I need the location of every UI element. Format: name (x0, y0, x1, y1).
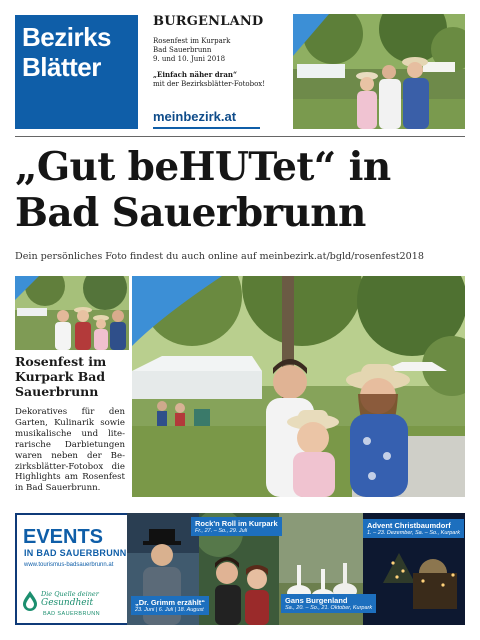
event-title: „Dr. Grimm erzählt“ (135, 598, 206, 607)
tourism-logo-icon (22, 591, 38, 611)
event-location: Bad Sauerbrunn (153, 46, 212, 54)
brand-tagline-1: Die Quelle deiner (41, 590, 99, 598)
events-info-box (17, 515, 127, 623)
bezirksblaetter-logo[interactable] (15, 15, 138, 129)
event-title: Rock'n Roll im Kurpark (195, 519, 278, 528)
region-label: BURGENLAND (153, 14, 264, 29)
event-name: Rosenfest im Kurpark (153, 37, 231, 45)
event-dates: Fr., 27. – So., 29. Juli (195, 528, 248, 534)
top-family-photo (293, 14, 465, 129)
event-dates: 9. und 10. Juni 2018 (153, 55, 226, 63)
event-tag-advent[interactable] (363, 519, 464, 538)
events-url[interactable]: www.tourismus-badsauerbrunn.at (24, 562, 114, 568)
teaser-text: mit der Bezirksblätter-Fotobox! (153, 80, 266, 88)
photo-online-note: Dein persönliches Foto findest du auch online auf meinbezirk.at/bgld/rosenfest2018 (15, 251, 424, 262)
headline-line-1: „Gut beHUTet“ in (15, 144, 391, 190)
event-tag-grimm[interactable] (131, 596, 209, 615)
event-info (153, 37, 288, 64)
masthead-divider (15, 136, 465, 137)
brand-tagline-3: BAD SAUERBRUNN (43, 611, 100, 617)
headline-line-2: Bad Sauerbrunn (15, 190, 366, 236)
event-tag-rocknroll[interactable] (191, 517, 282, 536)
event-dates: Sa., 20. – So., 21. Oktober, Kurpark (285, 605, 373, 611)
article-title-line-3: Sauerbrunn (15, 384, 99, 399)
logo-line-2: Blätter (22, 52, 101, 82)
masthead-info (153, 14, 288, 130)
small-group-photo (15, 276, 129, 350)
event-tag-gans[interactable] (281, 594, 376, 613)
fotobox-teaser (153, 70, 288, 89)
brand-tagline-2: Gesundheit (41, 598, 94, 608)
event-title: Gans Burgenland (285, 596, 348, 605)
events-subtitle: IN BAD SAUERBRUNN (24, 548, 127, 558)
site-underline (153, 127, 260, 129)
events-banner[interactable] (15, 513, 465, 625)
main-family-photo (132, 276, 465, 497)
logo-line-1: Bezirks (22, 22, 111, 52)
article-title-line-2: Kurpark Bad (15, 369, 106, 384)
event-title: Advent Christbaumdorf (367, 521, 451, 530)
article-title-line-1: Rosenfest im (15, 354, 107, 369)
teaser-quote: „Einfach näher dran“ (153, 70, 237, 79)
headline (15, 144, 470, 236)
article-title (15, 354, 133, 399)
events-title: EVENTS (23, 526, 104, 548)
event-dates: 1. – 23. Dezember, Sa. – So., Kurpark (367, 530, 460, 536)
event-dates: 23. Juni | 6. Juli | 18. August (135, 607, 204, 613)
article-body: Dekoratives für den Garten, Kulinarik sowie musikalische und literarische Darbietungen waren neben der Bezirksblätter-Fotobox die Highlights am Rosenfest in Bad Sauerbrunn. (15, 407, 125, 494)
site-link[interactable]: meinbezirk.at (153, 109, 237, 124)
